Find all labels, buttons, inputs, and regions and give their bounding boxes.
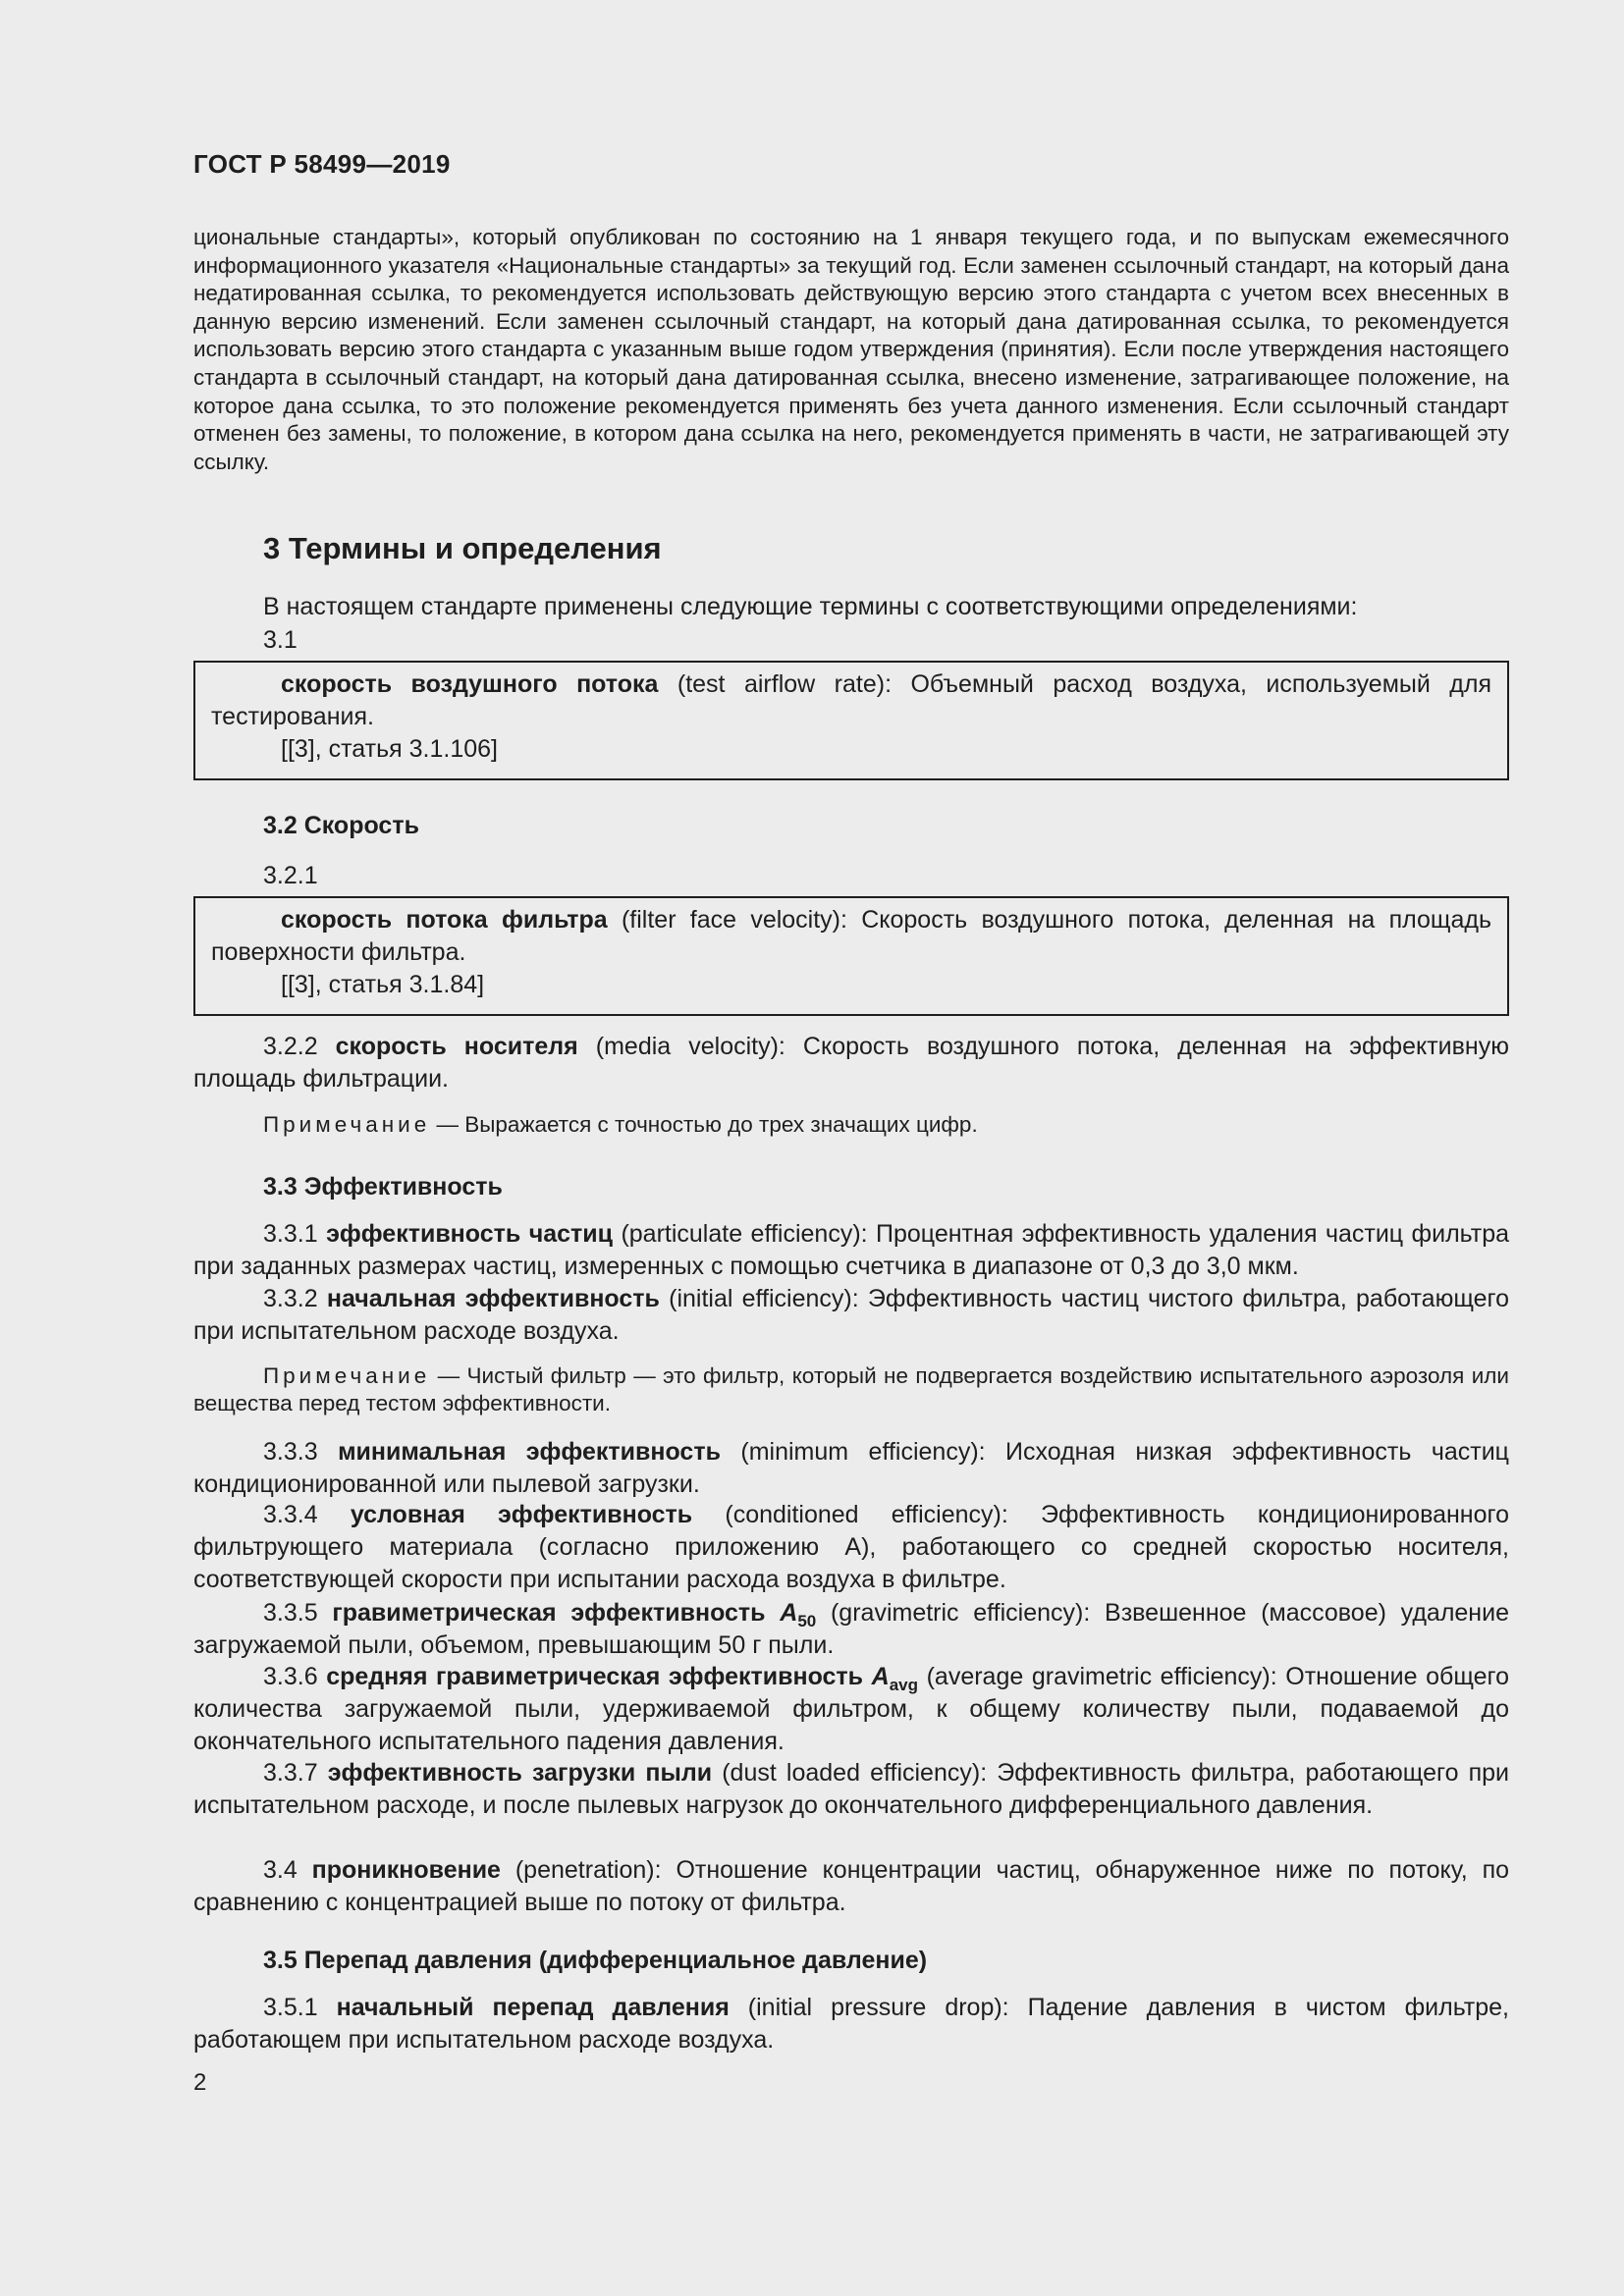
term-3-4: 3.4 проникновение (penetration): Отношение концентрации частиц, обнаруженное ниже по потоку, по сравнению с концентрацией выше по потоку от фильтра. (193, 1856, 1510, 1916)
term-3-2-2-term: скорость носителя (335, 1033, 578, 1060)
term-3-2-1-term: скорость потока фильтра (281, 906, 608, 934)
page-number: 2 (193, 2069, 207, 2096)
intro-paragraph: циональные стандарты», который опубликован по состоянию на 1 января текущего года, и по выпускам ежемесячного информационного указателя «Национальные стандарты» за текущий год. Если заменен ссылочный стандарт, на который дана недатированная ссылка, то рекомендуется использовать действующую версию этого стандарта с учетом всех внесенных в данную версию изменений. Если заменен ссылочный стандарт, на который дана датированная ссылка, то рекомендуется использовать версию этого стандарта с указанным выше годом утверждения (принятия). Если после утверждения настоящего стандарта в ссылочный стандарт, на который дана датированная ссылка, внесено изменение, затрагивающее положение, на которое дана ссылка, то это положение рекомендуется применять без учета данного изменения. Если ссылочный стандарт отменен без замены, то положение, в котором дана ссылка на него, рекомендуется применять в части, не затрагивающей эту ссылку. (193, 225, 1509, 474)
term-3-5-1-term: начальный перепад давления (336, 1994, 730, 2021)
term-3-1-term: скорость воздушного потока (281, 670, 659, 698)
term-3-1-source: [[3], статья 3.1.106] (281, 735, 498, 763)
term-3-1-number: 3.1 (263, 626, 298, 654)
term-3-3-7: 3.3.7 эффективность загрузки пыли (dust loaded efficiency): Эффективность фильтра, работающего при испытательном расходе, и после пылевых нагрузок до окончательного дифференциального давления. (193, 1759, 1509, 1819)
term-3-3-1-definition: (particulate efficiency): Процентная эффективность удаления частиц фильтра при заданных размерах частиц, измеренных с помощью счетчика в диапазоне от 0,3 до 3,0 мкм. (193, 1220, 1510, 1280)
term-3-5-1: 3.5.1 начальный перепад давления (initial pressure drop): Падение давления в чистом фильтре, работающем при испытательном расходе воздуха. (193, 1994, 1509, 2054)
term-3-1-text (211, 668, 1491, 733)
term-3-3-4-term: условная эффективность (350, 1501, 693, 1528)
section-3-3-title: 3.3 Эффективность (263, 1173, 503, 1201)
term-3-3-7-definition: (dust loaded efficiency): Эффективность фильтра, работающего при испытательном расходе, и после пылевых нагрузок до окончательного дифференциального давления. (193, 1759, 1509, 1819)
term-3-2-1-box (193, 896, 1509, 1016)
term-3-2-1-number: 3.2.1 (263, 862, 318, 889)
section-3-5-title: 3.5 Перепад давления (дифференциальное давление) (263, 1947, 928, 1974)
term-3-3-3-definition: (minimum efficiency): Исходная низкая эффективность частиц кондиционированной или пылевой загрузки. (193, 1438, 1509, 1498)
term-3-3-2-term: начальная эффективность (326, 1285, 660, 1312)
note-label: Примечание (263, 1112, 431, 1137)
term-3-2-1-definition: (filter face velocity): Скорость воздушного потока, деленная на площадь поверхности фильтра. (211, 906, 1492, 966)
term-3-4-definition: (penetration): Отношение концентрации частиц, обнаруженное ниже по потоку, по сравнению с концентрацией выше по потоку от фильтра. (193, 1856, 1510, 1916)
term-3-3-5: 3.3.5 гравиметрическая эффективность $A_{50}$ (gravimetric efficiency): Взвешенное (массовое) удаление загружаемой пыли, объемом, превышающим 50 г пыли. (193, 1599, 1509, 1659)
section-3-title: 3 Термины и определения (263, 531, 662, 565)
note-3-3-2 (193, 1362, 1509, 1417)
term-3-2-1-source: [[3], статья 3.1.84] (281, 971, 485, 998)
term-3-2-2-definition: (media velocity): Скорость воздушного потока, деленная на эффективную площадь фильтрации. (193, 1033, 1509, 1093)
term-3-2-2: 3.2.2 скорость носителя (media velocity): Скорость воздушного потока, деленная на эффективную площадь фильтрации. (193, 1033, 1509, 1093)
term-3-2-1-text (211, 904, 1491, 969)
term-3-3-1-term: эффективность частиц (326, 1220, 613, 1248)
section-3-intro: В настоящем стандарте применены следующие термины с соответствующими определениями: (263, 593, 1358, 620)
term-3-5-1-definition: (initial pressure drop): Падение давления в чистом фильтре, работающем при испытательном расходе воздуха. (193, 1994, 1509, 2054)
note-label: Примечание (263, 1363, 431, 1388)
term-3-3-5-term: гравиметрическая эффективность (332, 1599, 781, 1627)
term-3-3-7-term: эффективность загрузки пыли (327, 1759, 713, 1787)
term-3-3-3: 3.3.3 минимальная эффективность (minimum efficiency): Исходная низкая эффективность частиц кондиционированной или пылевой загрузки. (193, 1438, 1509, 1498)
note-text: — Выражается с точностью до трех значащих цифр. (430, 1112, 978, 1137)
term-3-3-6-definition: (average gravimetric efficiency): Отношение общего количества загружаемой пыли, удерживаемой фильтром, к общему количеству пыли, подаваемой до окончательного испытательного падения давления. (193, 1663, 1509, 1755)
term-3-4-term: проникновение (311, 1856, 501, 1884)
symbol-aavg: A (871, 1663, 890, 1690)
term-3-3-2: 3.3.2 начальная эффективность (initial efficiency): Эффективность частиц чистого фильтра, работающего при испытательном расходе воздуха. (193, 1285, 1509, 1345)
symbol-a50: A (780, 1599, 798, 1627)
document-header: ГОСТ Р 58499—2019 (193, 149, 451, 179)
section-3-2-title: 3.2 Скорость (263, 812, 419, 839)
term-3-3-6-term: средняя гравиметрическая эффективность (326, 1663, 872, 1690)
term-3-3-4: 3.3.4 условная эффективность (conditioned efficiency): Эффективность кондиционированного фильтрующего материала (согласно приложению А), работающего со средней скоростью носителя, соответствующей скорости при испытании расхода воздуха в фильтре. (193, 1501, 1509, 1593)
term-3-3-6: 3.3.6 средняя гравиметрическая эффективность $A_{avg}$ (average gravimetric efficiency): Отношение общего количества загружаемой пыли, удерживаемой фильтром, к общему количеству пыли, подаваемой до окончательного испытательного падения давления. (193, 1663, 1509, 1755)
term-3-3-1: 3.3.1 эффективность частиц (particulate efficiency): Процентная эффективность удаления частиц фильтра при заданных размерах частиц, измеренных с помощью счетчика в диапазоне от 0,3 до 3,0 мкм. (193, 1220, 1510, 1280)
term-3-3-4-definition: (conditioned efficiency): Эффективность кондиционированного фильтрующего материала (согласно приложению А), работающего со средней скоростью носителя, соответствующей скорости при испытании расхода воздуха в фильтре. (193, 1501, 1509, 1593)
term-3-1-definition: (test airflow rate): Объемный расход воздуха, используемый для тестирования. (211, 670, 1492, 730)
term-3-3-5-definition: (gravimetric efficiency): Взвешенное (массовое) удаление загружаемой пыли, объемом, превышающим 50 г пыли. (193, 1599, 1509, 1659)
note-3-2-2 (193, 1111, 1509, 1139)
term-3-3-2-definition: (initial efficiency): Эффективность частиц чистого фильтра, работающего при испытательном расходе воздуха. (193, 1285, 1509, 1345)
term-3-1-box (193, 661, 1509, 780)
term-3-3-3-term: минимальная эффективность (338, 1438, 721, 1466)
note-text: — Чистый фильтр — это фильтр, который не подвергается воздействию испытательного аэрозоля или вещества перед тестом эффективности. (193, 1363, 1509, 1415)
